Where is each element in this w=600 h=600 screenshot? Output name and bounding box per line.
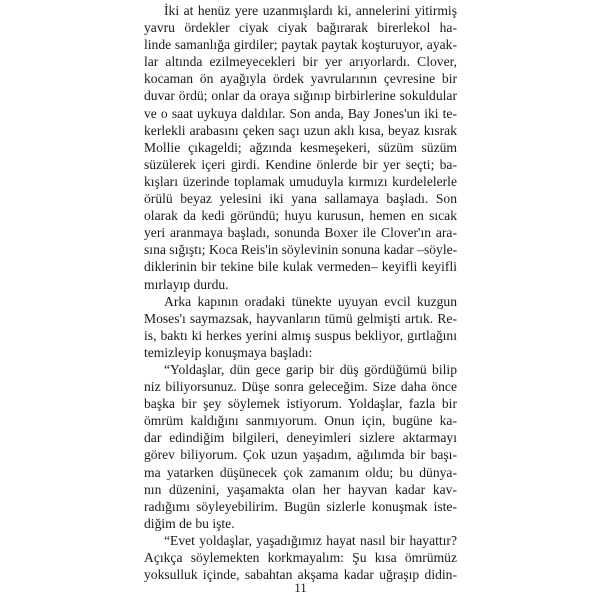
- text-line: “Yoldaşlar, dün gece garip bir düş gördüğümü bilip: [164, 361, 457, 377]
- text-line: kışları üzerinde toplamak umuduyla kırmızı kurdelelerle: [144, 173, 457, 189]
- text-line: yoksulluk içinde, sabahtan akşama kadar uğraşıp didin-: [144, 567, 457, 583]
- text-line: kocaman ön ayağıyla ördek yavrularının çevresine bir: [144, 71, 457, 87]
- text-line: dar edindiğim bilgileri, deneyimleri sizlere aktarmayı: [144, 430, 457, 446]
- text-line: ma yatarken düşünecek çok zamanım oldu; bu dünya-: [144, 464, 457, 480]
- text-line: niz biliyorsunuz. Düşe sonra geleceğim. Size daha önce: [144, 379, 457, 395]
- text-line: radığımı söyleyebilirim. Bugün sizlerle konuşmak iste-: [144, 498, 457, 514]
- text-line: sına sığıştı; Koca Reis'in söylevinin sonuna kadar –söyle-: [144, 242, 457, 258]
- text-line: nın düzenini, yaşamakta olan her hayvan kadar kav-: [144, 481, 457, 497]
- text-line: görev biliyorum. Çok uzun yaşadım, ağılımda bir başı-: [144, 447, 457, 463]
- text-line: “Evet yoldaşlar, yaşadığımız hayat nasıl bir hayattır?: [164, 532, 457, 548]
- text-line: olarak da kedi göründü; huyu kurusun, hemen en sıcak: [144, 208, 457, 224]
- text-line: temizleyip konuşmaya başladı:: [144, 344, 313, 360]
- text-line: duvar ördü; onlar da oraya sığınıp birbirlerine sokuldular: [144, 88, 457, 104]
- text-line: linde samanlığa girdiler; paytak paytak koşturuyor, ayak-: [144, 37, 457, 53]
- text-line: İki at henüz yere uzanmışlardı ki, annelerini yitirmiş: [164, 3, 457, 18]
- text-line: Mollie çıkageldi; ağzında kesmeşekeri, süzüm süzüm: [144, 139, 457, 155]
- text-line: is, baktı ki herkes yerini almış suspus bekliyor, gırtlağını: [144, 327, 457, 343]
- text-line: süzülerek içeri girdi. Kendine önlerde bir yer seçti; ba-: [144, 156, 457, 172]
- text-line: mırlayıp durdu.: [144, 276, 229, 292]
- text-line: başka bir şey söylemek istiyorum. Yoldaşlar, fazla bir: [144, 396, 457, 412]
- text-line: Moses'ı saymazsak, hayvanların tümü gelmişti artık. Re-: [144, 310, 457, 326]
- text-line: yavru ördekler ciyak ciyak bağırarak birerlekol ha-: [144, 20, 457, 36]
- page-number: 11: [294, 580, 307, 595]
- text-line: lar altında ezilmeyecekleri bir yer arıyorlardı. Clover,: [144, 54, 457, 70]
- text-line: örülü beyaz yelesini iki yana sallamaya başladı. Son: [144, 191, 457, 207]
- text-line: ömrüm kaldığını sanmıyorum. Onun için, bugüne ka-: [144, 413, 457, 429]
- book-page: [144, 2, 457, 598]
- text-line: diklerinin bir tekine bile kulak vermeden– keyifli keyifli: [144, 259, 457, 275]
- text-line: diğim de bu işte.: [144, 515, 235, 531]
- text-line: Açıkça söylemekten korkmayalım: Şu kısa ömrümüz: [144, 550, 457, 565]
- text-line: ve o saat uykuya daldılar. Son anda, Bay Jones'un iki te-: [144, 105, 457, 121]
- text-line: Arka kapının oradaki tünekte uyuyan evcil kuzgun: [164, 293, 457, 309]
- text-line: kerlekli arabasını çeken saçı uzun aklı kısa, beyaz kısrak: [144, 122, 457, 138]
- body-text: [144, 2, 457, 583]
- text-line: yeri aranmaya başladı, sonunda Boxer ile Clover'ın ara-: [144, 225, 457, 241]
